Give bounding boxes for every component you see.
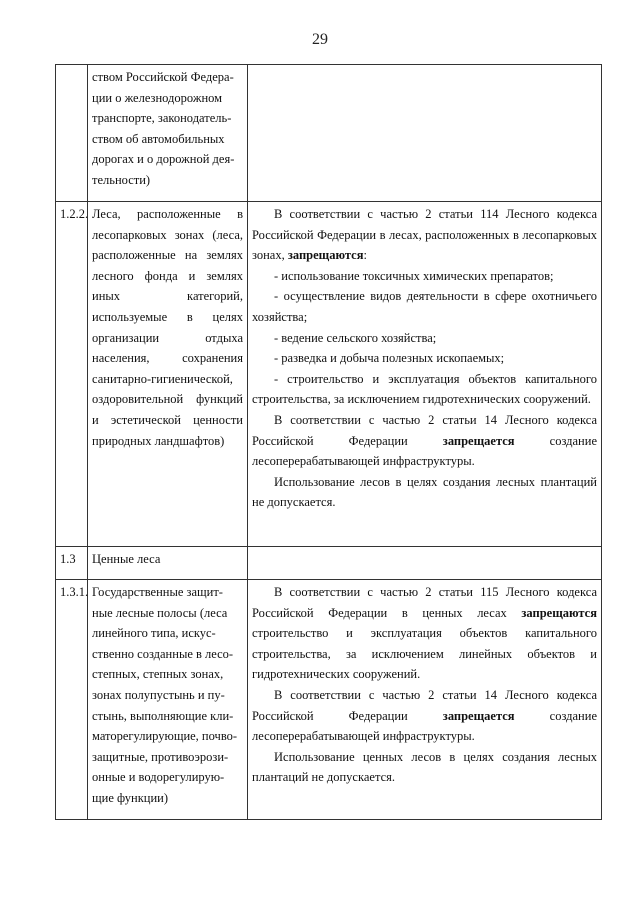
forest-category-cell	[88, 580, 248, 820]
list-item: - использование токсичных химических препаратов;	[274, 268, 554, 283]
desc-line: маторегулирующие, почво-	[92, 729, 238, 744]
emphasis-text: запрещается	[442, 433, 515, 448]
forest-category-cell: Леса, расположенные в лесопарковых зонах (леса, расположенные на землях лесного фонда и землях иных категорий, используемые в целях организации отдыха населения, сохранения санитарно-гигиенической, оздоровительной функций и эстетической ценности природных ландшафтов)	[88, 202, 248, 547]
list-item: - разведка и добыча полезных ископаемых;	[274, 351, 505, 366]
regulation-text-cell	[248, 65, 602, 202]
desc-line: ством об автомобильных	[92, 131, 225, 146]
desc-line: Государственные защит-	[92, 585, 223, 599]
desc-line: онные и водорегулирую-	[92, 770, 225, 785]
row-number-cell: 1.3.1.	[56, 580, 88, 820]
row-number-cell	[56, 65, 88, 202]
row-number-cell: 1.2.2.	[56, 202, 88, 547]
table-row	[56, 547, 602, 580]
desc-line: степных, степных зонах,	[92, 667, 224, 682]
regulation-paragraph: Использование ценных лесов в целях создания лесных плантаций не допускается.	[252, 749, 597, 785]
regulation-text-cell	[248, 547, 602, 580]
list-item: - осуществление видов деятельности в сфере охотничьего хозяйства;	[252, 289, 597, 324]
emphasis-text: запрещается	[442, 708, 515, 723]
table-row	[56, 580, 602, 820]
list-item: - строительство и эксплуатация объектов капитального строительства, за исключением гидротехнических сооружений.	[252, 371, 597, 407]
desc-line: зонах полупустынь и пу-	[92, 687, 225, 702]
regulation-paragraph: В соответствии с частью 2 статьи 14 Лесного кодекса Российской Федерации запрещается создание лесоперерабатывающей инфраструктуры.	[252, 687, 597, 744]
regulation-paragraph: В соответствии с частью 2 статьи 114 Лесного кодекса Российской Федерации в лесах, расположенных в лесопарковых зонах, запрещаются:	[252, 207, 597, 263]
desc-line: ции о железнодорожном	[92, 90, 223, 105]
desc-line: дорогах и о дорожной дея-	[92, 152, 235, 167]
desc-line: тельности)	[92, 172, 151, 187]
desc-line: щие функции)	[92, 790, 169, 805]
row-number-cell: 1.3	[56, 547, 88, 580]
regulation-text-cell	[248, 580, 602, 820]
list-item: - ведение сельского хозяйства;	[274, 330, 437, 345]
regulations-table	[55, 64, 602, 820]
desc-line: ные лесные полосы (леса	[92, 605, 228, 620]
page-number: 29	[312, 31, 328, 48]
desc-line: ством Российской Федера-	[92, 70, 234, 84]
table-row	[56, 65, 602, 202]
regulation-paragraph: В соответствии с частью 2 статьи 14 Лесного кодекса Российской Федерации запрещается создание лесоперерабатывающей инфраструктуры.	[252, 412, 597, 469]
forest-category-cell	[88, 65, 248, 202]
emphasis-text: запрещаются	[521, 605, 597, 620]
regulation-paragraph: Использование лесов в целях создания лесных плантаций не допускается.	[252, 474, 597, 510]
desc-line: ственно созданные в лесо-	[92, 646, 234, 661]
desc-line: линейного типа, искус-	[92, 626, 216, 641]
desc-line: транспорте, законодатель-	[92, 111, 232, 126]
forest-category-cell: Ценные леса	[88, 547, 248, 580]
regulation-text-cell	[248, 202, 602, 547]
desc-line: стынь, выполняющие кли-	[92, 708, 234, 723]
emphasis-text: запрещаются	[287, 248, 364, 263]
desc-line: защитные, противоэрози-	[92, 749, 229, 764]
table-row	[56, 202, 602, 547]
regulation-paragraph: В соответствии с частью 2 статьи 115 Лесного кодекса Российской Федерации в ценных лесах запрещаются строительство и эксплуатация объектов капитального строительства, за исключением линейных объектов и гидротехнических сооружений.	[252, 585, 597, 682]
